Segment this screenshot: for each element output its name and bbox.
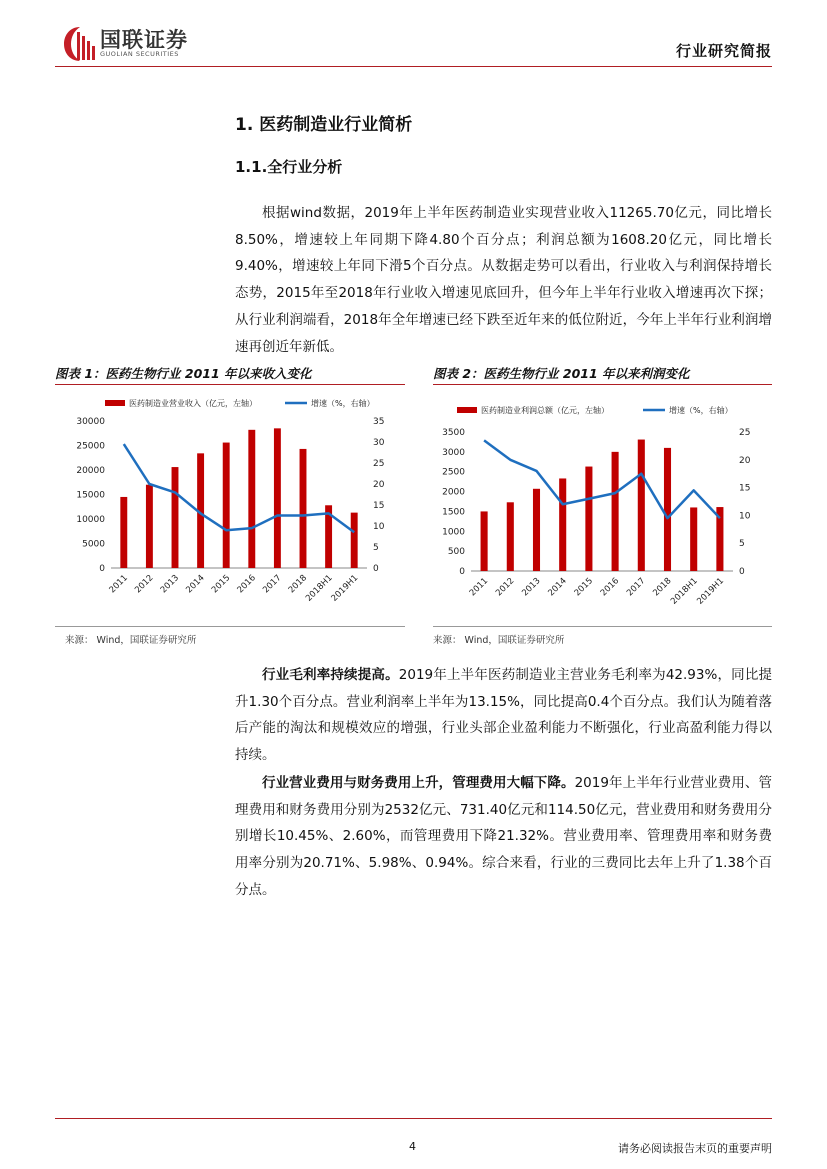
figure-1-title-rule	[55, 384, 405, 385]
footer-disclaimer: 请务必阅读报告末页的重要声明	[618, 1142, 772, 1155]
x-tick-label: 2018	[286, 573, 310, 596]
x-tick-label: 2014	[546, 576, 569, 599]
x-tick-label: 2019H1	[695, 576, 727, 607]
x-tick-label: 2019H1	[329, 573, 361, 604]
revenue-chart	[55, 388, 405, 626]
x-tick-label: 2017	[261, 573, 284, 596]
y-left-tick-label: 3000	[442, 447, 465, 458]
x-tick-label: 2018H1	[304, 573, 335, 604]
legend-bar-label: 医药制造业利润总额（亿元，左轴）	[481, 406, 609, 415]
bar	[274, 428, 281, 568]
bar	[638, 440, 645, 571]
logo-english-name: GUOLIAN SECURITIES	[100, 50, 179, 58]
y-left-tick-label: 25000	[76, 441, 105, 452]
logo-chinese-name: 国联证券	[100, 28, 188, 52]
y-right-tick-label: 20	[373, 480, 385, 490]
bar	[585, 467, 592, 571]
page-number: 4	[409, 1140, 416, 1153]
header-divider	[55, 66, 772, 67]
legend-bar-label: 医药制造业营业收入（亿元，左轴）	[129, 399, 257, 408]
y-right-tick-label: 10	[373, 522, 385, 532]
y-left-tick-label: 1500	[442, 507, 465, 518]
y-right-tick-label: 15	[739, 483, 751, 494]
paragraph-text: 2019年上半年医药制造业主营业务毛利率为42.93%，同比提升1.30个百分点。营业利润率上半年为13.15%，同比提高0.4个百分点。我们认为随着落后产能的淘汰和规模效应的增强，行业头部企业盈利能力不断强化，行业高盈利能力得以持续。	[235, 667, 773, 764]
y-left-tick-label: 500	[447, 547, 465, 558]
bar	[300, 449, 307, 568]
paragraph-text: 根据wind数据，2019年上半年医药制造业实现营业收入11265.70亿元，同比增长8.50%，增速较上年同期下降4.80个百分点；利润总额为1608.20亿元，同比增长9.40%，增速较上年同下滑5个百分点。从数据走势可以看出，行业收入与利润保持增长态势，2015年至2018年行业收入增速见底回升，但今年上半年行业收入增速再次下探；从行业利润端看，2018年全年增速已经下跌至近年来的低位附近，今年上半年行业利润增速再创近年新低。	[235, 205, 772, 355]
bar	[612, 452, 619, 571]
logo-mark-icon	[62, 24, 98, 64]
y-left-tick-label: 15000	[76, 490, 105, 501]
y-left-tick-label: 5000	[82, 539, 105, 550]
paragraph-expenses	[235, 770, 772, 904]
bar	[120, 497, 127, 568]
subsection-heading: 1.1.全行业分析	[235, 158, 343, 176]
x-tick-label: 2011	[467, 576, 491, 599]
legend-bar-swatch	[105, 400, 125, 406]
y-right-tick-label: 5	[739, 539, 745, 550]
x-tick-label: 2014	[184, 573, 207, 596]
paragraph-lead: 行业毛利率持续提高。	[262, 667, 399, 683]
y-right-tick-label: 15	[373, 501, 385, 511]
y-left-tick-label: 30000	[76, 417, 105, 427]
y-left-tick-label: 2500	[442, 467, 465, 478]
paragraph-text: 2019年上半年行业营业费用、管理费用和财务费用分别为2532亿元、731.40亿元和114.50亿元，营业费用和财务费用分别增长10.45%、2.60%，而管理费用下降21.32%。营业费用率、管理费用率和财务费用率分别为20.71%、5.98%、0.94%。综合来看，行业的三费同比去年上升了1.38个百分点。	[235, 775, 773, 898]
x-tick-label: 2018H1	[669, 576, 700, 607]
x-tick-label: 2012	[133, 573, 156, 596]
figure-1-title: 图表 1：医药生物行业 2011 年以来收入变化	[55, 366, 312, 381]
bar	[690, 507, 697, 571]
legend-line-label: 增速（%，右轴）	[669, 406, 733, 415]
legend-line-label: 增速（%，右轴）	[311, 399, 375, 408]
footer-divider	[55, 1118, 772, 1119]
x-tick-label: 2013	[158, 573, 182, 596]
x-tick-label: 2011	[107, 573, 130, 596]
x-tick-label: 2016	[235, 573, 258, 596]
y-left-tick-label: 3500	[442, 428, 465, 438]
x-tick-label: 2017	[625, 576, 648, 599]
growth-line	[124, 444, 354, 532]
figure-1-source: 来源： Wind，国联证券研究所	[65, 635, 197, 646]
bar	[172, 467, 179, 568]
y-right-tick-label: 0	[373, 564, 379, 574]
bar	[351, 513, 358, 568]
y-right-tick-label: 30	[373, 438, 385, 448]
bar	[664, 448, 671, 571]
profit-chart	[433, 388, 772, 626]
report-type: 行业研究简报	[675, 42, 772, 60]
paragraph-gross-margin	[235, 662, 772, 769]
y-right-tick-label: 25	[373, 459, 385, 469]
y-right-tick-label: 5	[373, 543, 379, 553]
x-tick-label: 2012	[494, 576, 517, 599]
y-right-tick-label: 25	[739, 428, 751, 438]
bar	[507, 502, 514, 571]
figure-1-bottom-rule	[55, 626, 405, 627]
y-left-tick-label: 20000	[76, 466, 105, 476]
legend-bar-swatch	[457, 407, 477, 413]
y-left-tick-label: 0	[99, 564, 105, 574]
x-tick-label: 2013	[520, 576, 543, 599]
x-tick-label: 2018	[651, 576, 674, 599]
section-heading: 1. 医药制造业行业简析	[235, 115, 413, 135]
figure-2-source: 来源： Wind，国联证券研究所	[433, 635, 565, 646]
bar	[533, 489, 540, 571]
x-tick-label: 2015	[209, 573, 233, 596]
growth-line	[484, 440, 720, 518]
figure-2-title: 图表 2：医药生物行业 2011 年以来利润变化	[433, 366, 690, 381]
bar	[248, 430, 255, 568]
bar	[223, 443, 230, 568]
bar	[559, 478, 566, 571]
bar	[146, 485, 153, 568]
y-left-tick-label: 10000	[76, 515, 105, 525]
paragraph-lead: 行业营业费用与财务费用上升，管理费用大幅下降。	[262, 775, 575, 791]
y-left-tick-label: 1000	[442, 527, 465, 538]
x-tick-label: 2015	[572, 576, 596, 599]
y-left-tick-label: 2000	[442, 487, 465, 498]
figure-2-bottom-rule	[433, 626, 772, 627]
bar	[481, 511, 488, 571]
y-right-tick-label: 20	[739, 455, 751, 466]
figure-2-title-rule	[433, 384, 772, 385]
y-right-tick-label: 35	[373, 417, 385, 427]
paragraph-overview	[235, 200, 772, 360]
x-tick-label: 2016	[598, 576, 622, 599]
y-right-tick-label: 0	[739, 567, 745, 577]
y-left-tick-label: 0	[459, 567, 465, 577]
y-right-tick-label: 10	[739, 511, 751, 522]
